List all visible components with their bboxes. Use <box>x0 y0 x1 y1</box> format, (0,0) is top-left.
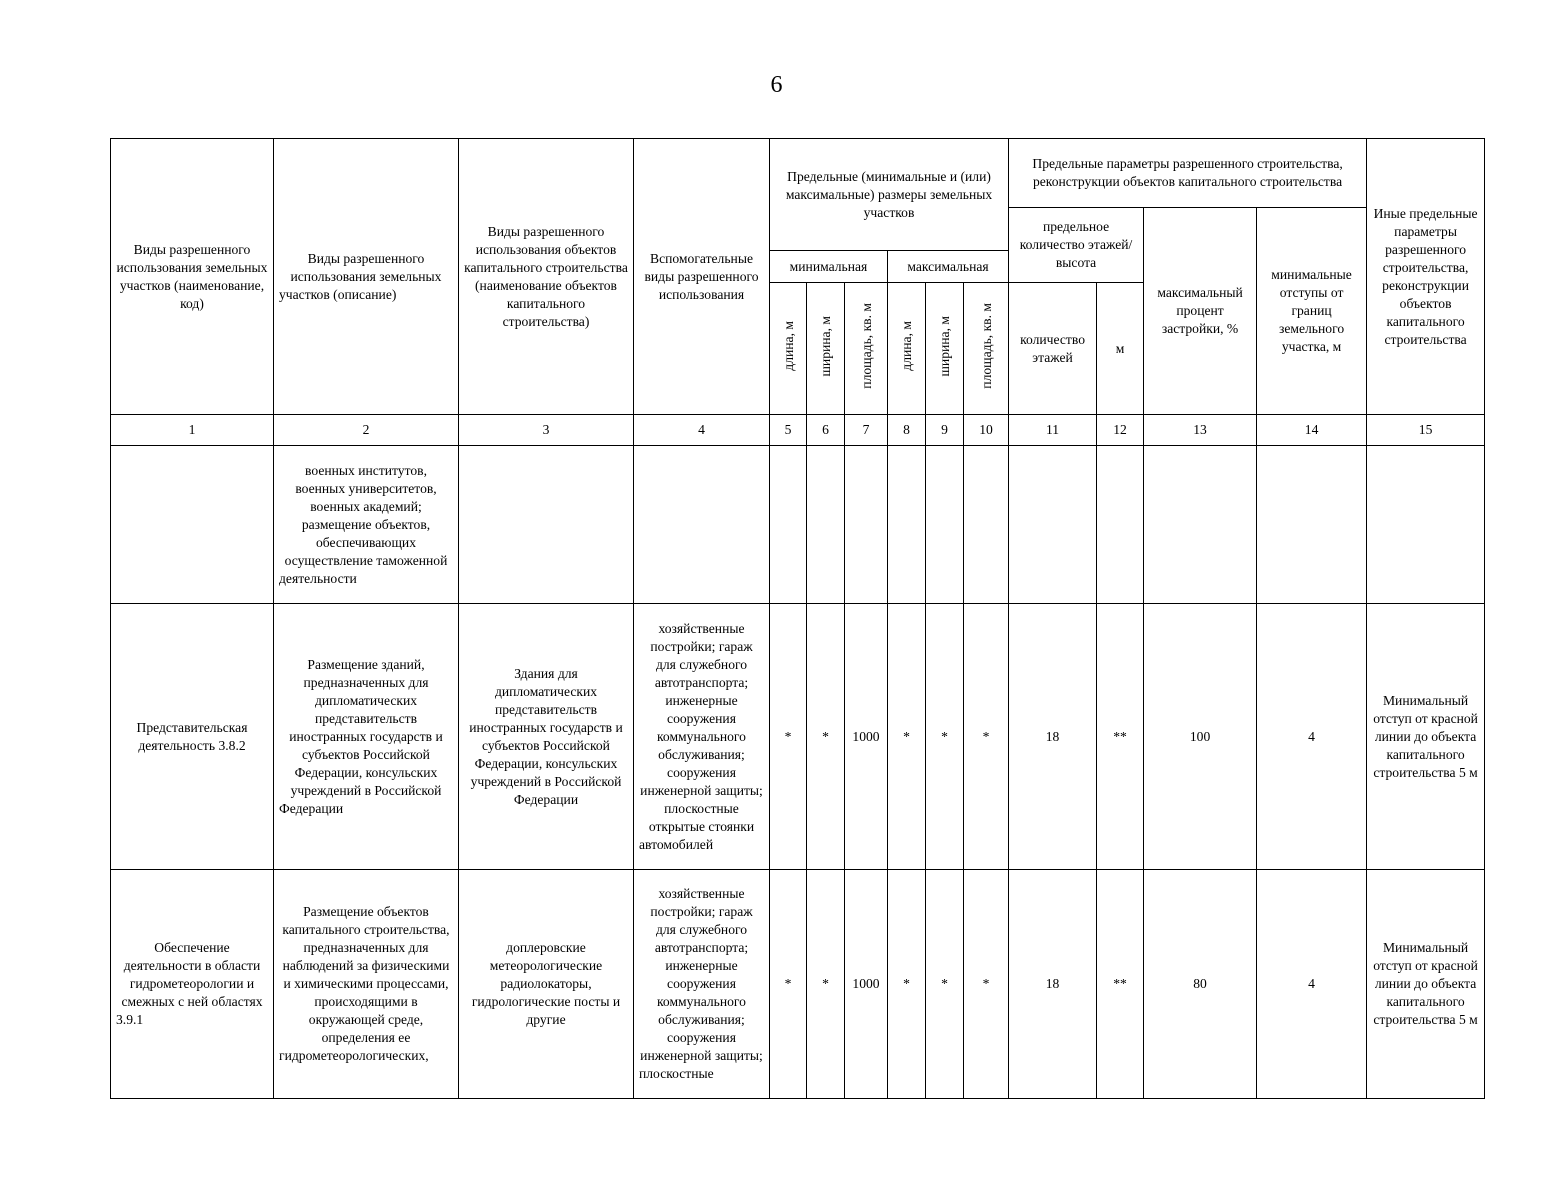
column-number: 5 <box>770 415 807 446</box>
header-minimum: минимальная <box>770 251 888 283</box>
column-number: 1 <box>111 415 274 446</box>
header-max-area: площадь, кв. м <box>964 283 1009 415</box>
column-number: 8 <box>888 415 926 446</box>
column-number: 12 <box>1097 415 1144 446</box>
column-numbers-row <box>111 415 1485 446</box>
cell-max-area: * <box>964 604 1009 870</box>
header-building-use-types: Виды разрешенного использования объектов капитального строительства (наименование объектов капитального строительства) <box>459 139 634 415</box>
table-row <box>111 870 1485 1099</box>
cell-land-use-type: Обеспечение деятельности в области гидрометеорологии и смежных с ней областях 3.9.1 <box>111 870 274 1099</box>
regulations-table <box>110 138 1485 1099</box>
cell-max-width <box>926 446 964 604</box>
header-auxiliary-uses: Вспомогательные виды разрешенного использования <box>634 139 770 415</box>
cell-building-use: доплеровские метеорологические радиолокаторы, гидрологические посты и другие <box>459 870 634 1099</box>
cell-land-use-type: Представительская деятельность 3.8.2 <box>111 604 274 870</box>
cell-min-area: 1000 <box>845 870 888 1099</box>
cell-height <box>1097 446 1144 604</box>
header-meters: м <box>1097 283 1144 415</box>
header-floors-height: предельное количество этажей/высота <box>1009 208 1144 283</box>
cell-building-use: Здания для дипломатических представительств иностранных государств и субъектов Российской Федерации, консульских учреждений в Российской Федерации <box>459 604 634 870</box>
cell-build-percent: 80 <box>1144 870 1257 1099</box>
cell-floors: 18 <box>1009 870 1097 1099</box>
header-max-width: ширина, м <box>926 283 964 415</box>
cell-max-length <box>888 446 926 604</box>
cell-auxiliary-use: хозяйственные постройки; гараж для служебного автотранспорта; инженерные сооружения коммунального обслуживания; сооружения инженерной защиты; плоскостные открытые стоянки автомобилей <box>634 604 770 870</box>
cell-min-width: * <box>807 604 845 870</box>
cell-min-area <box>845 446 888 604</box>
cell-auxiliary-use: хозяйственные постройки; гараж для служебного автотранспорта; инженерные сооружения коммунального обслуживания; сооружения инженерной защиты; плоскостные <box>634 870 770 1099</box>
cell-max-width: * <box>926 870 964 1099</box>
header-max-build-percent: максимальный процент застройки, % <box>1144 208 1257 415</box>
header-row-1 <box>111 139 1485 208</box>
header-min-width: ширина, м <box>807 283 845 415</box>
cell-other-params: Минимальный отступ от красной линии до объекта капитального строительства 5 м <box>1367 604 1485 870</box>
cell-description: Размещение зданий, предназначенных для дипломатических представительств иностранных государств и субъектов Российской Федерации, консульских учреждений в Российской Федерации <box>274 604 459 870</box>
page-number: 6 <box>770 72 783 98</box>
column-number: 15 <box>1367 415 1485 446</box>
header-land-use-types: Виды разрешенного использования земельных участков (наименование, код) <box>111 139 274 415</box>
table-row <box>111 446 1485 604</box>
cell-setback: 4 <box>1257 604 1367 870</box>
cell-max-area: * <box>964 870 1009 1099</box>
cell-setback: 4 <box>1257 870 1367 1099</box>
cell-setback <box>1257 446 1367 604</box>
cell-other-params <box>1367 446 1485 604</box>
column-number: 10 <box>964 415 1009 446</box>
header-land-use-description: Виды разрешенного использования земельных участков (описание) <box>274 139 459 415</box>
header-maximum: максимальная <box>888 251 1009 283</box>
cell-max-width: * <box>926 604 964 870</box>
cell-max-length: * <box>888 870 926 1099</box>
cell-building-use <box>459 446 634 604</box>
header-min-length: длина, м <box>770 283 807 415</box>
column-number: 3 <box>459 415 634 446</box>
header-min-setback: минимальные отступы от границ земельного участка, м <box>1257 208 1367 415</box>
cell-height: ** <box>1097 870 1144 1099</box>
column-number: 11 <box>1009 415 1097 446</box>
cell-min-length: * <box>770 870 807 1099</box>
cell-min-area: 1000 <box>845 604 888 870</box>
cell-min-width <box>807 446 845 604</box>
cell-min-length: * <box>770 604 807 870</box>
header-floors-count: количество этажей <box>1009 283 1097 415</box>
cell-build-percent <box>1144 446 1257 604</box>
cell-description: Размещение объектов капитального строительства, предназначенных для наблюдений за физическими и химическими процессами, происходящими в окружающей среде, определения ее гидрометеорологических, <box>274 870 459 1099</box>
cell-auxiliary-use <box>634 446 770 604</box>
cell-floors <box>1009 446 1097 604</box>
column-number: 2 <box>274 415 459 446</box>
cell-land-use-type <box>111 446 274 604</box>
header-land-size-limits: Предельные (минимальные и (или) максимальные) размеры земельных участков <box>770 139 1009 251</box>
column-number: 7 <box>845 415 888 446</box>
column-number: 9 <box>926 415 964 446</box>
cell-max-area <box>964 446 1009 604</box>
table-row <box>111 604 1485 870</box>
cell-build-percent: 100 <box>1144 604 1257 870</box>
column-number: 6 <box>807 415 845 446</box>
header-construction-params: Предельные параметры разрешенного строительства, реконструкции объектов капитального строительства <box>1009 139 1367 208</box>
header-min-area: площадь, кв. м <box>845 283 888 415</box>
column-number: 4 <box>634 415 770 446</box>
column-number: 14 <box>1257 415 1367 446</box>
cell-description: военных институтов, военных университетов, военных академий; размещение объектов, обеспечивающих осуществление таможенной деятельности <box>274 446 459 604</box>
cell-other-params: Минимальный отступ от красной линии до объекта капитального строительства 5 м <box>1367 870 1485 1099</box>
cell-min-width: * <box>807 870 845 1099</box>
header-max-length: длина, м <box>888 283 926 415</box>
cell-floors: 18 <box>1009 604 1097 870</box>
cell-min-length <box>770 446 807 604</box>
column-number: 13 <box>1144 415 1257 446</box>
header-other-params: Иные предельные параметры разрешенного строительства, реконструкции объектов капитального строительства <box>1367 139 1485 415</box>
cell-height: ** <box>1097 604 1144 870</box>
cell-max-length: * <box>888 604 926 870</box>
